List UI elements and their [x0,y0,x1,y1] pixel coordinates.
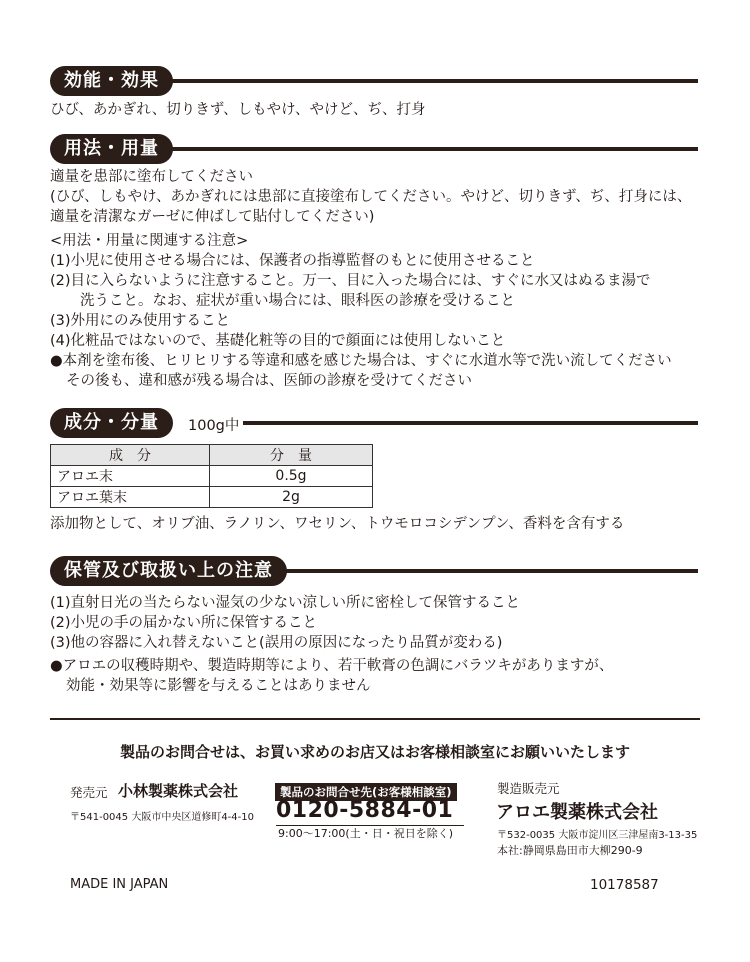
storage-title: 保管及び取扱い上の注意 [50,556,287,586]
usage-line: (1)小児に使用させる場合には、保護者の指導監督のもとに使用させること [50,253,535,269]
ingredients-header [50,408,698,438]
origin-label: MADE IN JAPAN [70,877,169,892]
usage-section [50,134,698,391]
effects-header [50,66,698,96]
usage-line: (ひび、しもやけ、あかぎれには患部に直接塗布してください。やけど、切りきず、ぢ、打身には、 [50,189,692,205]
storage-line: ●アロエの収穫時期や、製造時期等により、若干軟膏の色調にバラツキがありますが、 [50,658,614,674]
usage-line: 適量を清潔なガーゼに伸ばして貼付してください) [50,209,375,225]
usage-line: (4)化粧品ではないので、基礎化粧等の目的で顔面には使用しないこと [50,333,506,349]
effects-section [50,66,698,120]
ingredients-title: 成分・分量 [50,408,173,438]
additives-text: 添加物として、オリブ油、ラノリン、ワセリン、トウモロコシデンプン、香料を含有する [50,516,625,532]
storage-text [50,593,698,696]
storage-line: 効能・効果等に影響を与えることはありません [66,678,371,694]
table-header-cell: 分 量 [210,445,373,466]
ingredients-section [50,408,698,534]
effects-text: ひび、あかぎれ、切りきず、しもやけ、やけど、ぢ、打身 [50,102,426,118]
ingredient-amount: 0.5g [210,466,373,487]
usage-line: (3)外用にのみ使用すること [50,313,231,329]
table-row [51,487,373,508]
table-row [51,466,373,487]
storage-header [50,556,698,586]
usage-line: 適量を患部に塗布してください [50,169,253,185]
usage-line: その後も、違和感が残る場合は、医師の診療を受けてください [66,373,472,389]
ingredient-amount: 2g [210,487,373,508]
usage-notes-heading: <用法・用量に関連する注意> [50,233,249,249]
ingredient-name: アロエ葉末 [51,487,210,508]
product-code: 10178587 [590,877,659,893]
ingredient-name: アロエ末 [51,466,210,487]
footer-divider [50,718,700,720]
storage-section [50,556,698,696]
usage-line: 洗うこと。なお、症状が重い場合には、眼科医の診療を受けること [80,293,515,309]
ingredients-table [50,444,373,508]
usage-header [50,134,698,164]
usage-line: ●本剤を塗布後、ヒリヒリする等違和感を感じた場合は、すぐに水道水等で洗い流してください [50,353,672,369]
maker-name: アロエ製薬株式会社 [496,802,658,823]
seller-name: 小林製薬株式会社 [118,782,239,800]
table-header-row [51,445,373,466]
section-rule [235,421,698,425]
contact-notice: 製品のお問合せは、お買い求めのお店又はお客様相談室にお願いいたします [119,743,630,761]
effects-title: 効能・効果 [50,66,173,96]
usage-line: (2)目に入らないように注意すること。万一、目に入った場合には、すぐに水又はぬるま湯で [50,273,651,289]
storage-line: (2)小児の手の届かない所に保管すること [50,615,318,631]
inquiry-phone: 0120-5884-01 [276,798,454,823]
storage-line: (3)他の容器に入れ替えないこと(誤用の原因になったり品質が変わる) [50,635,503,651]
seller-label: 発売元 [70,785,108,800]
seller-address: 〒541-0045 大阪市中央区道修町4-4-10 [70,812,254,823]
storage-line: (1)直射日光の当たらない湿気の少ない涼しい所に密栓して保管すること [50,595,521,611]
ingredients-unit: 100g中 [184,414,243,435]
inquiry-hours: 9:00～17:00(土・日・祝日を除く) [278,827,453,840]
inquiry-label: 製品のお問合せ先(お客様相談室) [275,783,457,801]
table-header-cell: 成 分 [51,445,210,466]
maker-address: 〒532-0035 大阪市淀川区三津屋南3-13-35 [497,830,698,841]
maker-label: 製造販売元 [497,781,560,796]
usage-title: 用法・用量 [50,134,173,164]
usage-text [50,167,698,391]
maker-headquarters: 本社:静岡県島田市大柳290-9 [497,844,643,857]
